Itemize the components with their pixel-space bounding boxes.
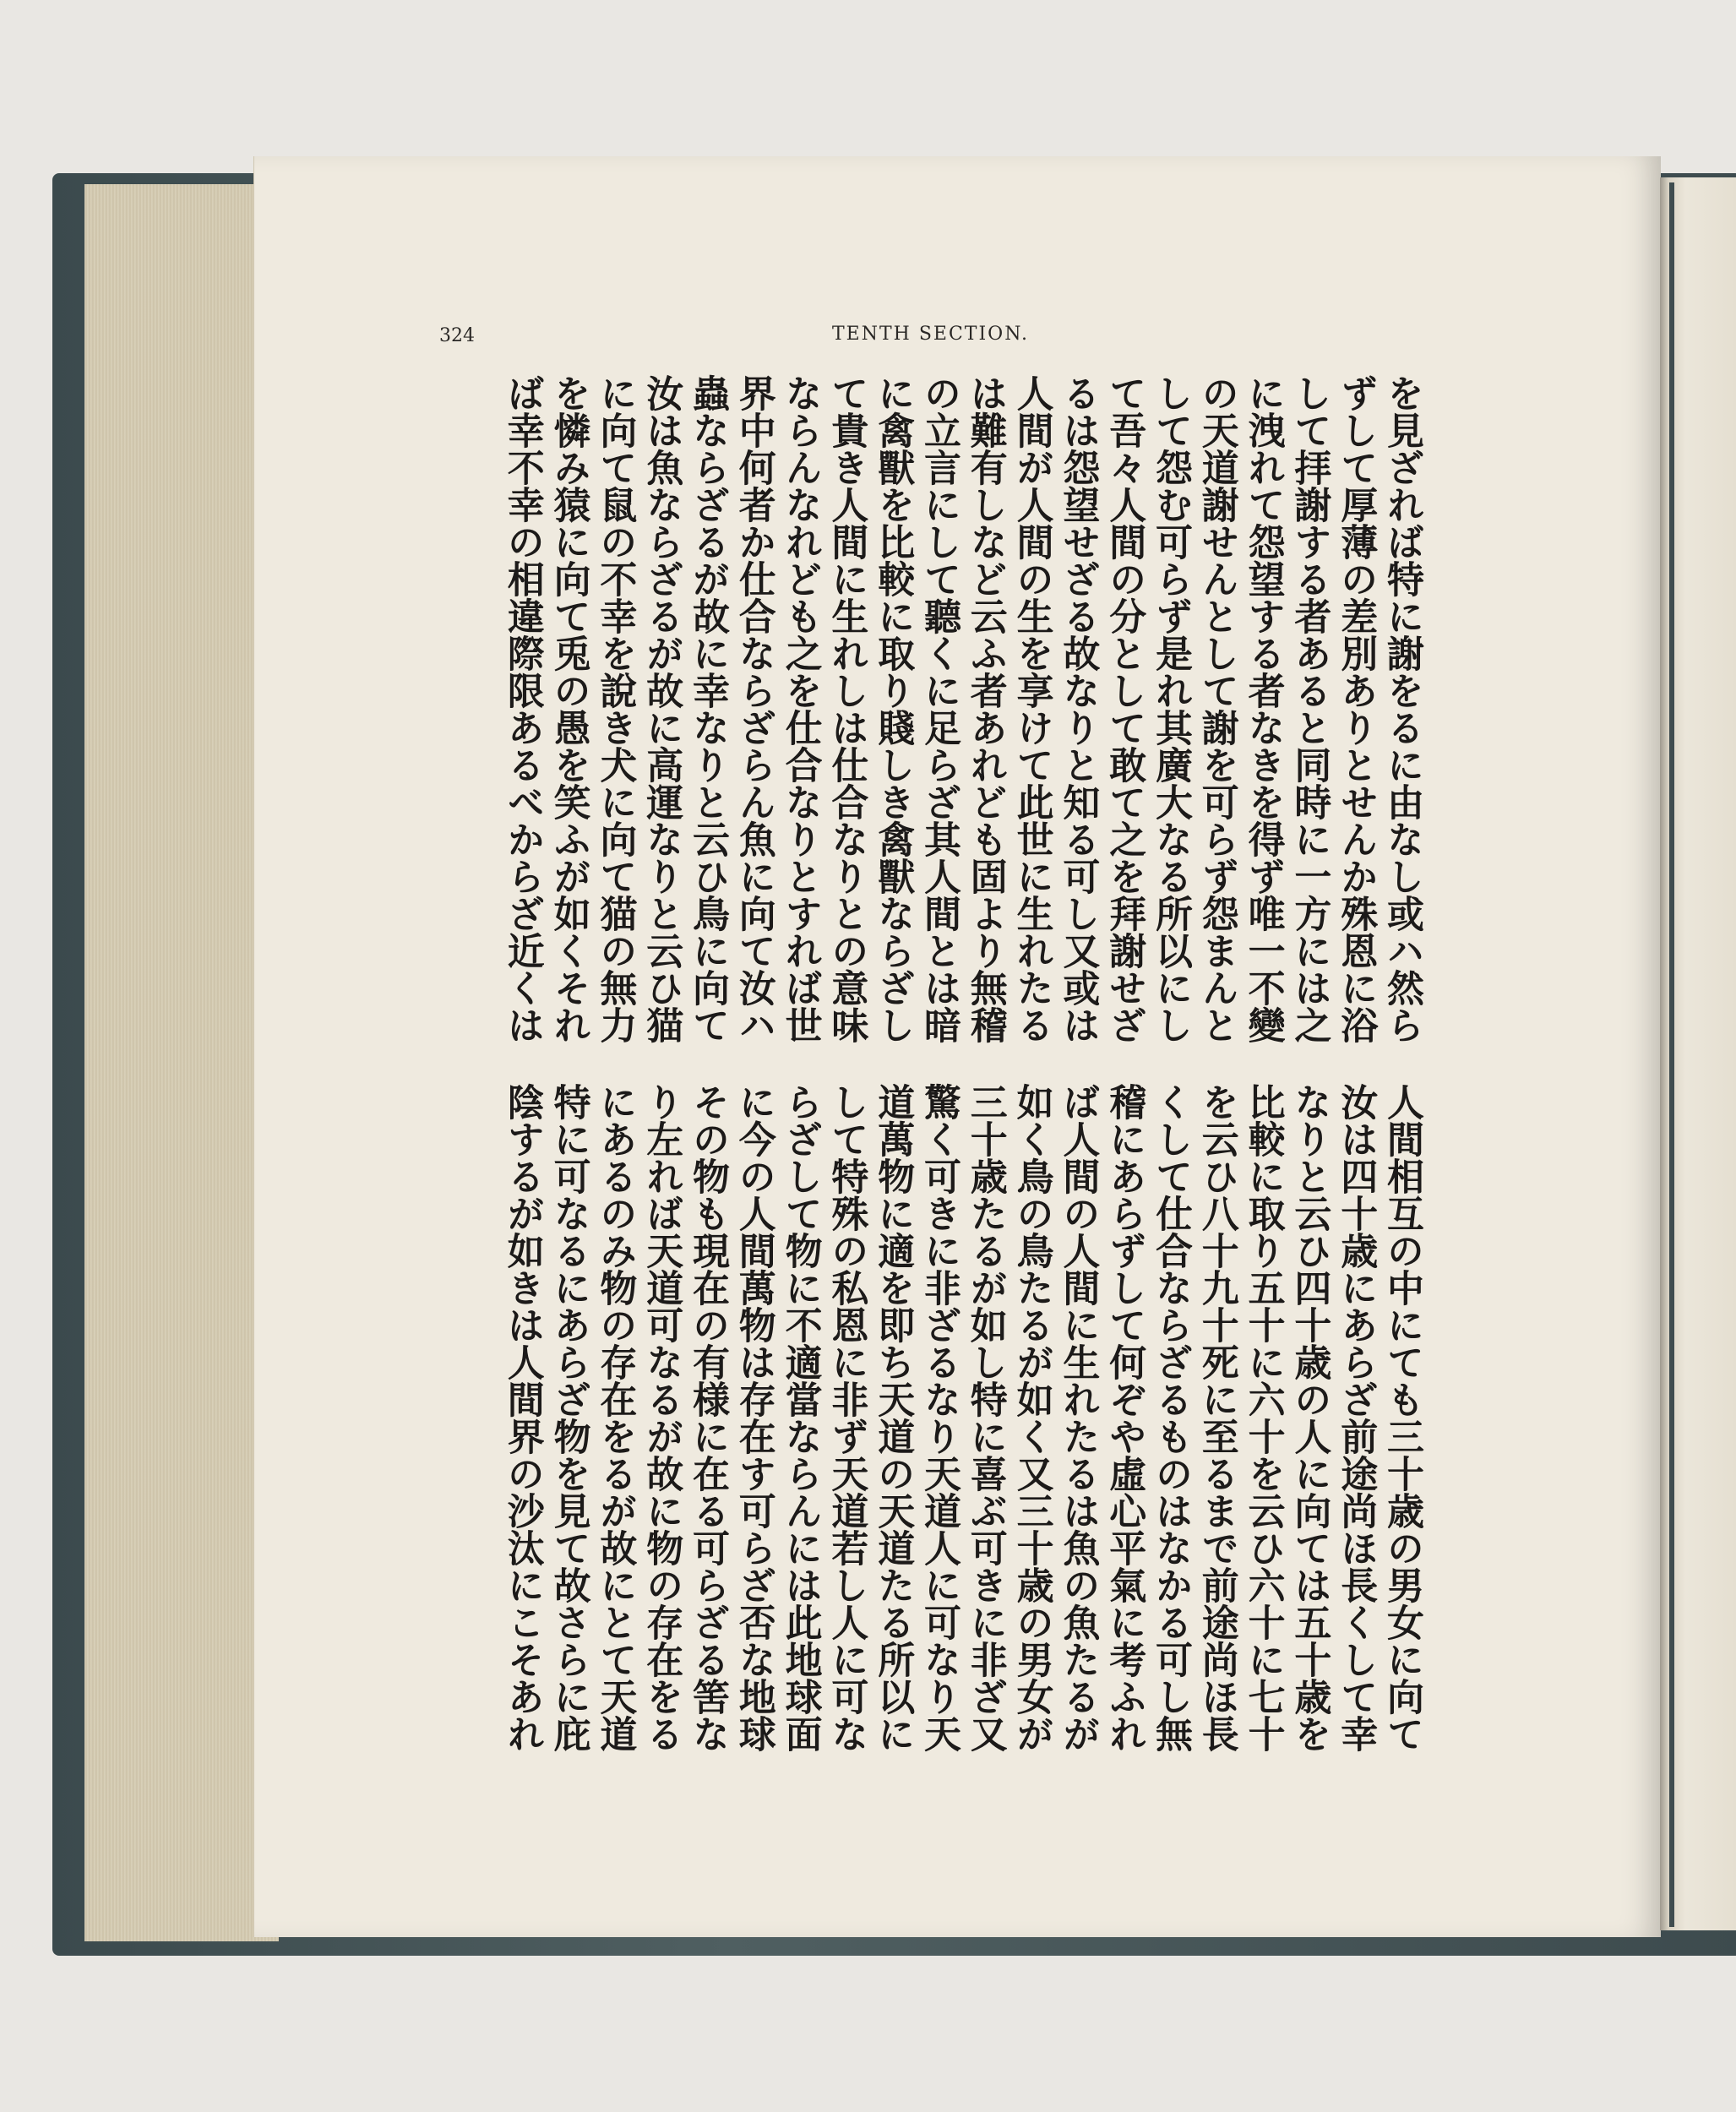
text-column: して怨む可らず是れ其廣大なる所以にし — [1149, 374, 1192, 1043]
text-column: 比較に取り五十に六十を云ひ六十に七十 — [1241, 1083, 1285, 1752]
running-head: TENTH SECTION. — [832, 324, 1030, 345]
text-column: くして仕合ならざるものはなかる可し無 — [1149, 1083, 1192, 1752]
text-column: 稽にあらずして何ぞや虛心平氣に考ふれ — [1102, 1083, 1146, 1752]
text-column: を云ひ八十九十死に至るまで前途尚ほ長 — [1195, 1083, 1238, 1752]
text-column: に向て鼠の不幸を說き犬に向て猫の無力 — [593, 374, 637, 1043]
text-column: り左れば天道可なるが故に物の存在をる — [639, 1083, 683, 1752]
text-column: 驚く可きに非ざるなり天道人に可なり天 — [917, 1083, 961, 1752]
text-column: に洩れて怨望する者なきを得ず唯一不變 — [1241, 374, 1285, 1043]
text-column: 界中何者か仕合ならざらん魚に向て汝ハ — [732, 374, 775, 1043]
text-column: 特に可なるにあらざ物を見て故さらに庇 — [547, 1083, 590, 1752]
text-column: 人間が人間の生を享けて此世に生れたる — [1009, 374, 1053, 1043]
text-column: に今の人間萬物は存在す可らざ否な地球 — [732, 1083, 775, 1752]
text-column: て貴き人間に生れしは仕合なりとの意味 — [824, 374, 868, 1043]
text-column: の立言にして聽くに足らざ其人間とは暗 — [917, 374, 961, 1043]
text-column: なりと云ひ四十歳の人に向ては五十歳を — [1287, 1083, 1331, 1752]
text-column: にあるのみ物の存在をるが故にとて天道 — [593, 1083, 637, 1752]
right-page-gutter — [1669, 182, 1674, 1927]
text-column: 汝は四十歳にあらざ前途尚ほ長くして幸 — [1334, 1083, 1378, 1752]
text-column: て吾々人間の分として敢て之を拜謝せざ — [1102, 374, 1146, 1043]
page-number: 324 — [439, 325, 475, 346]
text-column: に禽獸を比較に取り賤しき禽獸ならざし — [871, 374, 915, 1043]
text-column: して特殊の私恩に非ず天道若し人に可な — [824, 1083, 868, 1752]
text-column: は難有しなど云ふ者あれども固より無稽 — [963, 374, 1007, 1043]
text-column: 道萬物に適を即ち天道の天道たる所以に — [871, 1083, 915, 1752]
text-column: の天道謝せんとして謝を可らず怨まんと — [1195, 374, 1238, 1043]
text-column: らざして物に不適當ならんには此地球面 — [778, 1083, 822, 1752]
text-column: ば幸不幸の相違際限あるべからざ近くは — [500, 374, 544, 1043]
text-column: ずして厚薄の差別ありとせんか殊恩に浴 — [1334, 374, 1378, 1043]
text-column: 蟲ならざるが故に幸なりと云ひ鳥に向て — [686, 374, 729, 1043]
text-column: その物も現在の有様に在る可らざる筈な — [686, 1083, 729, 1752]
text-column: るは怨望せざる故なりと知る可し又或は — [1056, 374, 1100, 1043]
text-column: ならんなれども之を仕合なりとすれば世 — [778, 374, 822, 1043]
text-column: 汝は魚ならざるが故に高運なりと云ひ猫 — [639, 374, 683, 1043]
text-column: して拝謝する者あると同時に一方には之 — [1287, 374, 1331, 1043]
text-column: 陰するが如きは人間界の沙汰にこそあれ — [500, 1083, 544, 1752]
text-column: を憐み猿に向て兎の愚を笑ふが如くそれ — [547, 374, 590, 1043]
text-column: ば人間の人間に生れたるは魚の魚たるが — [1056, 1083, 1100, 1752]
text-column: 人間相互の中にても三十歳の男女に向て — [1380, 1083, 1423, 1752]
page-edges — [84, 184, 279, 1941]
text-column: を見ざれば特に謝をるに由なし或ハ然ら — [1380, 374, 1423, 1043]
text-column: 如く鳥の鳥たるが如く又三十歳の男女が — [1009, 1083, 1053, 1752]
text-column: 三十歳たるが如し特に喜ぶ可きに非ざ又 — [963, 1083, 1007, 1752]
